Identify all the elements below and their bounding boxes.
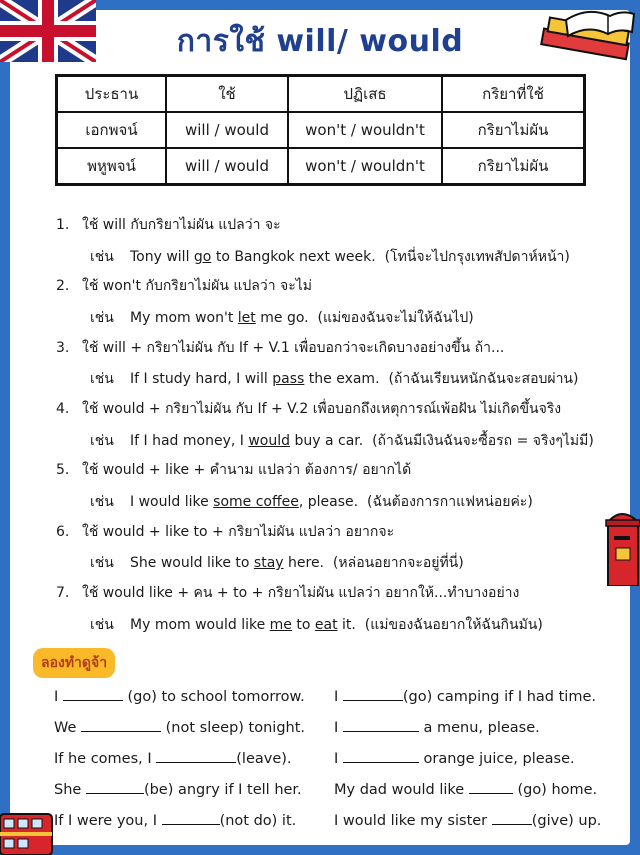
table-cell: กริยาไม่ผัน xyxy=(442,148,585,185)
example-underlined: pass xyxy=(272,371,305,387)
rule-item xyxy=(56,582,519,604)
example-underlined: let xyxy=(237,310,256,326)
summary-table xyxy=(55,74,586,186)
exercise-text: I xyxy=(334,720,339,736)
example-part: to Bangkok next week. xyxy=(211,249,376,265)
example-label: เช่น xyxy=(90,249,114,265)
example-translation: (ถ้าฉันมีเงินฉันจะซื้อรถ = จริงๆไม่มี) xyxy=(372,433,594,449)
answer-blank[interactable] xyxy=(343,686,403,701)
exercise-item xyxy=(54,717,305,736)
answer-blank[interactable] xyxy=(81,717,161,732)
exercise-text: If I were you, I xyxy=(54,813,157,829)
rule-example xyxy=(90,552,464,574)
exercise-text: (go) home. xyxy=(517,782,598,798)
example-part: Tony will xyxy=(130,249,194,265)
rule-text: ใช้ won't กับกริยาไม่ผัน แปลว่า จะไม่ xyxy=(82,278,313,294)
example-translation: (โทนี่จะไปกรุงเทพสัปดาห์หน้า) xyxy=(384,249,570,265)
example-part: I would like xyxy=(130,494,214,510)
table-row xyxy=(57,148,585,185)
exercise-text: (go) to school tomorrow. xyxy=(127,689,305,705)
rule-example xyxy=(90,430,594,452)
example-label: เช่น xyxy=(90,617,114,633)
example-part: the exam. xyxy=(304,371,380,387)
rule-item xyxy=(56,521,394,543)
example-part: , please. xyxy=(298,494,359,510)
rule-example xyxy=(90,491,533,513)
table-cell: พหูพจน์ xyxy=(57,148,167,185)
exercise-item xyxy=(54,686,305,705)
example-underlined: eat xyxy=(314,617,338,633)
table-cell: กริยาไม่ผัน xyxy=(442,112,585,148)
table-cell: won't / wouldn't xyxy=(288,112,442,148)
example-label: เช่น xyxy=(90,310,114,326)
table-header-row xyxy=(57,76,585,113)
example-label: เช่น xyxy=(90,555,114,571)
exercise-text: (go) camping if I had time. xyxy=(402,689,596,705)
table-row xyxy=(57,112,585,148)
rule-item xyxy=(56,459,411,481)
rule-example xyxy=(90,246,570,268)
rule-item xyxy=(56,398,561,420)
exercise-text: She xyxy=(54,782,82,798)
answer-blank[interactable] xyxy=(492,810,532,825)
exercise-item xyxy=(54,779,302,798)
page-title: การใช้ will/ would xyxy=(176,24,464,59)
example-label: เช่น xyxy=(90,371,114,387)
exercise-text: If he comes, I xyxy=(54,751,152,767)
rule-text: ใช้ would like + คน + to + กริยาไม่ผัน แปลว่า อยากให้...ทำบางอย่าง xyxy=(82,585,520,601)
exercise-badge: ลองทำดูจ้า xyxy=(33,648,115,678)
rule-number: 3. xyxy=(56,340,70,356)
rule-item xyxy=(56,275,312,297)
rule-text: ใช้ will กับกริยาไม่ผัน แปลว่า จะ xyxy=(82,217,281,233)
exercise-item xyxy=(334,810,601,829)
table-cell: เอกพจน์ xyxy=(57,112,167,148)
rule-example xyxy=(90,614,543,636)
answer-blank[interactable] xyxy=(86,779,144,794)
exercise-text: I xyxy=(54,689,59,705)
rule-number: 2. xyxy=(56,278,70,294)
example-part: me go. xyxy=(255,310,309,326)
example-part: to xyxy=(291,617,315,633)
exercise-item xyxy=(334,779,597,798)
example-underlined: me xyxy=(269,617,292,633)
exercise-text: orange juice, please. xyxy=(423,751,575,767)
example-part: it. xyxy=(337,617,356,633)
exercise-text: We xyxy=(54,720,77,736)
table-header: กริยาที่ใช้ xyxy=(442,76,585,113)
rule-item xyxy=(56,214,281,236)
postbox-icon xyxy=(604,506,640,586)
exercise-text: (give) up. xyxy=(531,813,602,829)
table-cell: will / would xyxy=(166,148,288,185)
example-translation: (แม่ของฉันจะไม่ให้ฉันไป) xyxy=(317,310,474,326)
example-part: My mom won't xyxy=(130,310,238,326)
answer-blank[interactable] xyxy=(162,810,220,825)
answer-blank[interactable] xyxy=(343,748,419,763)
exercise-text: (not sleep) tonight. xyxy=(165,720,306,736)
answer-blank[interactable] xyxy=(63,686,123,701)
exercise-text: (not do) it. xyxy=(219,813,297,829)
exercise-text: (be) angry if I tell her. xyxy=(143,782,302,798)
example-label: เช่น xyxy=(90,494,114,510)
exercise-item xyxy=(334,717,540,736)
rule-text: ใช้ would + like to + กริยาไม่ผัน แปลว่า อยากจะ xyxy=(82,524,395,540)
example-translation: (ฉันต้องการกาแฟหน่อยค่ะ) xyxy=(367,494,533,510)
exercise-item xyxy=(334,748,575,767)
example-part: If I had money, I xyxy=(130,433,249,449)
table-cell: will / would xyxy=(166,112,288,148)
example-part: My mom would like xyxy=(130,617,270,633)
example-translation: (แม่ของฉันอยากให้ฉันกินมัน) xyxy=(364,617,543,633)
exercise-text: I xyxy=(334,689,339,705)
exercise-item xyxy=(54,748,292,767)
answer-blank[interactable] xyxy=(469,779,513,794)
rule-number: 6. xyxy=(56,524,70,540)
example-part: If I study hard, I will xyxy=(130,371,273,387)
exercise-text: I would like my sister xyxy=(334,813,488,829)
rule-text: ใช้ would + กริยาไม่ผัน กับ If + V.2 เพื่อบอกถึงเหตุการณ์เพ้อฝัน ไม่เกิดขึ้นจริง xyxy=(82,401,562,417)
table-cell: won't / wouldn't xyxy=(288,148,442,185)
rule-number: 7. xyxy=(56,585,70,601)
rule-example xyxy=(90,307,474,329)
exercise-text: My dad would like xyxy=(334,782,465,798)
example-underlined: would xyxy=(248,433,291,449)
example-part: She would like to xyxy=(130,555,254,571)
rule-item xyxy=(56,337,504,359)
rule-number: 4. xyxy=(56,401,70,417)
example-part: buy a car. xyxy=(290,433,364,449)
rule-example xyxy=(90,368,578,390)
rule-number: 5. xyxy=(56,462,70,478)
example-label: เช่น xyxy=(90,433,114,449)
exercise-item xyxy=(54,810,296,829)
example-underlined: go xyxy=(193,249,212,265)
rule-number: 1. xyxy=(56,217,70,233)
example-translation: (ถ้าฉันเรียนหนักฉันจะสอบผ่าน) xyxy=(388,371,579,387)
exercise-item xyxy=(334,686,596,705)
example-part: here. xyxy=(283,555,325,571)
example-underlined: some coffee xyxy=(213,494,299,510)
example-translation: (หล่อนอยากจะอยู่ที่นี่) xyxy=(332,555,464,571)
table-header: ใช้ xyxy=(166,76,288,113)
exercise-text: I xyxy=(334,751,339,767)
example-underlined: stay xyxy=(253,555,284,571)
exercise-text: (leave). xyxy=(236,751,292,767)
table-header: ประธาน xyxy=(57,76,167,113)
table-header: ปฏิเสธ xyxy=(288,76,442,113)
bus-icon xyxy=(0,810,54,855)
rule-text: ใช้ will + กริยาไม่ผัน กับ If + V.1 เพื่อบอกว่าจะเกิดบางอย่างขึ้น ถ้า... xyxy=(82,340,505,356)
answer-blank[interactable] xyxy=(156,748,236,763)
exercise-text: a menu, please. xyxy=(423,720,540,736)
rule-text: ใช้ would + like + คำนาม แปลว่า ต้องการ/ อยากได้ xyxy=(82,462,412,478)
answer-blank[interactable] xyxy=(343,717,419,732)
